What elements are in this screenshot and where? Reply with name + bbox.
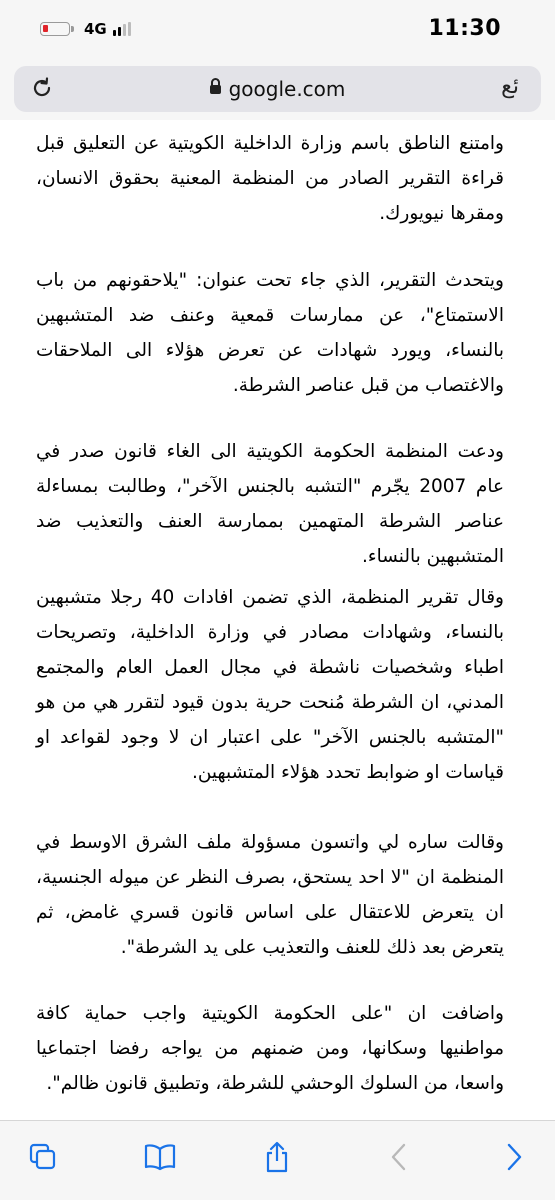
browser-toolbar xyxy=(0,1120,555,1200)
battery-level xyxy=(43,25,48,32)
clock: 11:30 xyxy=(428,16,501,41)
article-paragraph: واضافت ان "على الحكومة الكويتية واجب حماية كافة مواطنيها وسكانها، ومن ضمنهم من يواجه رفضا اجتماعيا واسعا، من السلوك الوحشي للشرطة، وتطبيق قانون ظالم". xyxy=(36,1003,504,1094)
back-icon xyxy=(389,1142,409,1172)
article-paragraph: وقالت ساره لي واتسون مسؤولة ملف الشرق الاوسط في المنظمة ان "لا احد يستحق، بصرف النظر عن ميوله الجنسية، ان يتعرض للاعتقال على اساس قانون قسري غامض، ثم يتعرض بعد ذلك للعنف والتعذيب على يد الشرطة". xyxy=(36,832,504,958)
article-paragraph: ودعت المنظمة الحكومة الكويتية الى الغاء قانون صدر في عام 2007 يجّرم "التشبه بالجنس الآخر"، وطالبت بمساءلة عناصر الشرطة المتهمين بممارسة العنف والتعذيب ضد المتشبهين بالنساء. xyxy=(36,441,504,567)
status-bar xyxy=(0,0,555,60)
url-display[interactable] xyxy=(14,77,541,101)
tabs-button[interactable] xyxy=(23,1137,63,1177)
back-button[interactable] xyxy=(379,1137,419,1177)
url-text: google.com xyxy=(228,77,346,101)
share-icon xyxy=(262,1140,292,1174)
bookmarks-button[interactable] xyxy=(140,1137,180,1177)
article-body xyxy=(0,120,555,1120)
address-bar[interactable] xyxy=(14,66,541,112)
lock-icon xyxy=(210,85,221,94)
browser-header xyxy=(0,60,555,120)
article-paragraph: وامتنع الناطق باسم وزارة الداخلية الكويتية عن التعليق قبل قراءة التقرير الصادر من المنظمة المعنية بحقوق الانسان، ومقرها نيويورك. xyxy=(36,133,504,224)
share-button[interactable] xyxy=(257,1137,297,1177)
article-paragraph: وقال تقرير المنظمة، الذي تضمن افادات 40 رجلا متشبهين بالنساء، وشهادات مصادر في وزارة الداخلية، وتصريحات اطباء وشخصيات ناشطة في مجال العمل العام والمجتمع المدني، ان الشرطة مُنحت حرية بدون قيود لتقرر هي من هو "المتشبه بالجنس الآخر" على اعتبار ان لا وجود لقواعد او قياسات او ضوابط تحدد هؤلاء المتشبهين. xyxy=(36,587,504,783)
network-type: 4G xyxy=(84,20,107,38)
signal-icon xyxy=(113,22,131,36)
forward-icon xyxy=(504,1142,524,1172)
article-paragraph: ويتحدث التقرير، الذي جاء تحت عنوان: "يلاحقونهم من باب الاستمتاع"، عن ممارسات قمعية وعنف ضد المتشبهين بالنساء، ويورد شهادات عن تعرض هؤلاء الى الملاحقات والاغتصاب من قبل عناصر الشرطة. xyxy=(36,270,504,396)
status-indicators xyxy=(40,20,131,38)
forward-button[interactable] xyxy=(494,1137,534,1177)
reader-options-button[interactable]: ئع xyxy=(501,74,519,99)
battery-cap xyxy=(71,26,74,32)
tabs-icon xyxy=(28,1142,58,1172)
bookmarks-icon xyxy=(143,1142,177,1172)
battery-icon xyxy=(40,22,70,36)
